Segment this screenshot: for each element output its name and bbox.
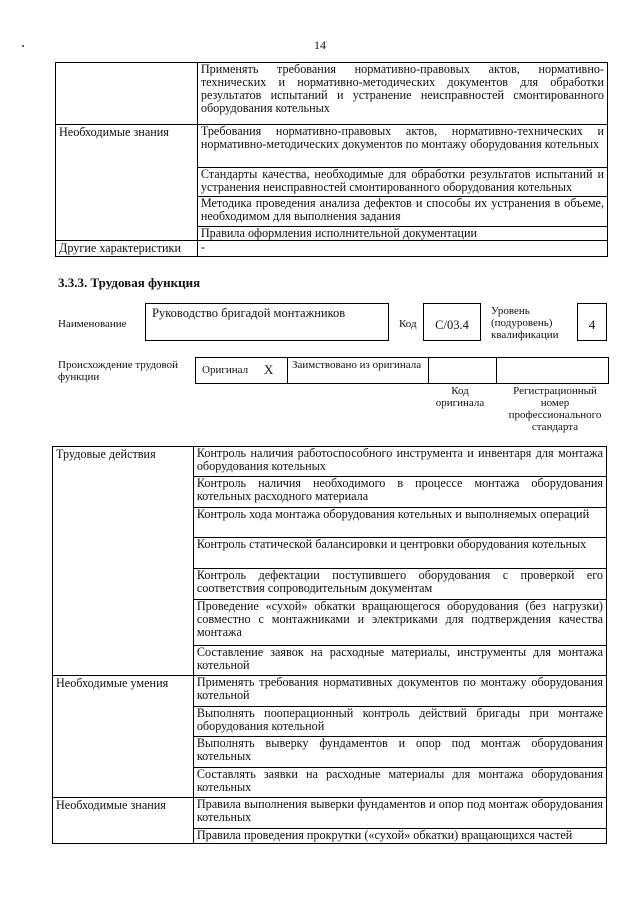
row-label-actions: Трудовые действия bbox=[53, 447, 194, 676]
origin-label: Происхождение трудовой функции bbox=[58, 359, 179, 383]
function-name-box: Руководство бригадой монтажников bbox=[145, 303, 389, 341]
knowledge-item: Методика проведения анализа дефектов и способы их устранения в объеме, необходимом для выполнения задания bbox=[197, 197, 607, 227]
knowledge-item: Правила проведения прокрутки («сухой» обкатки) вращающихся частей bbox=[193, 829, 606, 844]
action-item: Контроль статической балансировки и центровки оборудования котельных bbox=[193, 538, 606, 569]
level-label: Уровень (подуровень) квалификации bbox=[491, 305, 559, 341]
action-item: Контроль наличия необходимого в процессе монтажа оборудования котельных расходного материала bbox=[193, 477, 606, 508]
competency-table-top bbox=[55, 62, 608, 257]
origin-box bbox=[195, 357, 609, 384]
row-label-knowledge: Необходимые знания bbox=[53, 798, 194, 844]
row-label-skills: Необходимые умения bbox=[53, 676, 194, 798]
knowledge-item: Стандарты качества, необходимые для обработки результатов испытаний и устранения неисправностей смонтированного оборудования котельных bbox=[197, 168, 607, 197]
action-item: Контроль хода монтажа оборудования котельных и выполняемых операций bbox=[193, 508, 606, 538]
skill-item: Выполнять пооперационный контроль действий бригады при монтаже оборудования котельной bbox=[193, 707, 606, 737]
action-item: Контроль дефектации поступившего оборудования с проверкой его соответствия сопроводительным документам bbox=[193, 569, 606, 600]
original-mark: X bbox=[264, 362, 274, 377]
page-number: 14 bbox=[314, 38, 326, 52]
name-label: Наименование bbox=[58, 318, 127, 330]
skill-item: Применять требования нормативных документов по монтажу оборудования котельной bbox=[193, 676, 606, 707]
code-label: Код bbox=[399, 318, 417, 330]
reg-number-caption: Регистрационный номер профессионального стандарта bbox=[508, 385, 602, 433]
borrowed-label: Заимствовано из оригинала bbox=[292, 359, 422, 371]
knowledge-item: Требования нормативно-правовых актов, нормативно-технических и нормативно-методических документов по монтажу оборудования котельных bbox=[197, 125, 607, 168]
skill-item: Составлять заявки на расходные материалы для монтажа оборудования котельных bbox=[193, 768, 606, 798]
competency-table-main bbox=[52, 446, 607, 844]
section-title: 3.3.3. Трудовая функция bbox=[58, 275, 201, 290]
original-label: Оригинал bbox=[202, 364, 249, 376]
action-item: Проведение «сухой» обкатки вращающегося оборудования (без нагрузки) совместно с монтажниками и электриками для подтверждения качества монтажа bbox=[193, 600, 606, 646]
divider bbox=[496, 358, 497, 383]
action-item: Контроль наличия работоспособного инструмента и инвентаря для монтажа оборудования котельных bbox=[193, 447, 606, 477]
row-label-empty bbox=[56, 63, 198, 125]
row-label-other: Другие характеристики bbox=[56, 241, 198, 257]
skill-item: Применять требования нормативно-правовых актов, нормативно-технических и нормативно-методических документов для обработки результатов испытаний и устранение неисправностей смонтированного оборудования котельных bbox=[197, 63, 607, 125]
divider bbox=[287, 358, 288, 383]
divider bbox=[428, 358, 429, 383]
level-box: 4 bbox=[577, 303, 607, 341]
scan-dot bbox=[22, 45, 24, 47]
original-code-caption: Код оригинала bbox=[435, 385, 485, 409]
knowledge-item: Правила оформления исполнительной документации bbox=[197, 227, 607, 241]
other-item: - bbox=[197, 241, 607, 257]
action-item: Составление заявок на расходные материалы, инструменты для монтажа котельной bbox=[193, 646, 606, 676]
code-box: С/03.4 bbox=[423, 303, 481, 341]
knowledge-item: Правила выполнения выверки фундаментов и опор под монтаж оборудования котельных bbox=[193, 798, 606, 829]
skill-item: Выполнять выверку фундаментов и опор под монтаж оборудования котельных bbox=[193, 737, 606, 768]
row-label-knowledge: Необходимые знания bbox=[56, 125, 198, 241]
